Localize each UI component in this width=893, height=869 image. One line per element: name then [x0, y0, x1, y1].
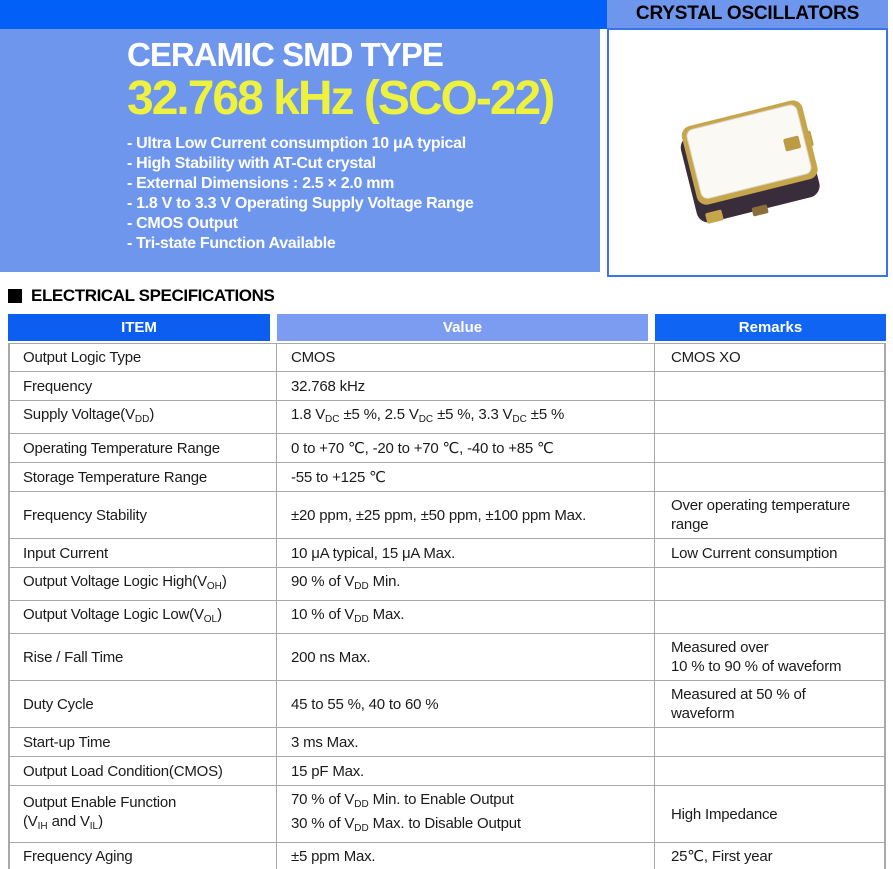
cell-remarks	[655, 463, 886, 492]
column-header-value: Value	[277, 314, 655, 343]
cell-item: Supply $Voltage(V_{DD})$	[8, 401, 277, 434]
section-title: ELECTRICAL SPECIFICATIONS	[31, 286, 275, 305]
table-row	[8, 757, 886, 786]
cell-item: Output Enable Function ($V_{IH}$ and $V_{IL}$)	[8, 786, 277, 843]
cell-value: 90 % of $V_{DD}$ Min.	[277, 568, 655, 601]
cell-value: 10 % of $V_{DD}$ Max.	[277, 601, 655, 634]
cell-value: ±20 ppm, ±25 ppm, ±50 ppm, ±100 ppm Max.	[277, 492, 655, 539]
cell-value: 70 % of $V_{DD}$ Min. to Enable Output 30 % of $V_{DD}$ Max. to Disable Output	[277, 786, 655, 843]
feature-list	[127, 134, 600, 254]
feature-item: - 1.8 V to 3.3 V Operating Supply Voltage Range	[127, 195, 474, 212]
cell-item: Frequency Aging	[8, 843, 277, 869]
cell-value: 0 to +70 ℃, -20 to +70 ℃, -40 to +85 ℃	[277, 434, 655, 463]
table-header-row	[8, 314, 886, 343]
category-title: CRYSTAL OSCILLATORS	[635, 3, 860, 24]
cell-value: 1.8 $V_{DC} \pm 5$ %, 2.5 $V_{DC} \pm 5$ %, 3.3 $V_{DC} \pm 5$ %	[277, 401, 655, 434]
cell-remarks: Over operating temperature range	[655, 492, 886, 539]
cell-remarks: Measured at 50 % of waveform	[655, 681, 886, 728]
table-row	[8, 568, 886, 601]
cell-remarks	[655, 401, 886, 434]
product-image-box	[607, 28, 888, 277]
cell-item: Duty Cycle	[8, 681, 277, 728]
cell-value: -55 to +125 ℃	[277, 463, 655, 492]
section-heading	[8, 286, 274, 306]
column-header-item: ITEM	[8, 314, 277, 343]
cell-remarks	[655, 601, 886, 634]
cell-item: Input Current	[8, 539, 277, 568]
cell-remarks	[655, 568, 886, 601]
cell-item: Storage Temperature Range	[8, 463, 277, 492]
cell-item: Output Load Condition(CMOS)	[8, 757, 277, 786]
cell-value: ±5 ppm Max.	[277, 843, 655, 869]
cell-remarks	[655, 372, 886, 401]
cell-value: 32.768 kHz	[277, 372, 655, 401]
cell-item: Output Voltage Logic $Low(V_{OL})$	[8, 601, 277, 634]
cell-remarks	[655, 434, 886, 463]
feature-item: - Ultra Low Current consumption 10 μA typical	[127, 135, 466, 152]
table-row	[8, 786, 886, 843]
feature-item: - CMOS Output	[127, 215, 238, 232]
product-type-title: CERAMIC SMD TYPE	[127, 36, 443, 73]
cell-value: 15 pF Max.	[277, 757, 655, 786]
product-model-title: 32.768 kHz (SCO-22)	[127, 72, 554, 125]
cell-item: Start-up Time	[8, 728, 277, 757]
product-banner	[0, 29, 600, 272]
cell-remarks: Low Current consumption	[655, 539, 886, 568]
cell-value: 200 ns Max.	[277, 634, 655, 681]
cell-value: 3 ms Max.	[277, 728, 655, 757]
cell-remarks: CMOS XO	[655, 343, 886, 372]
cell-value: 10 μA typical, 15 μA Max.	[277, 539, 655, 568]
table-row	[8, 343, 886, 372]
cell-remarks: 25℃, First year	[655, 843, 886, 869]
table-row	[8, 634, 886, 681]
cell-remarks: High Impedance	[655, 786, 886, 843]
table-row	[8, 539, 886, 568]
cell-remarks: Measured over 10 % to 90 % of waveform	[655, 634, 886, 681]
table-row	[8, 492, 886, 539]
cell-item: Operating Temperature Range	[8, 434, 277, 463]
cell-item: Rise / Fall Time	[8, 634, 277, 681]
category-header	[607, 0, 888, 28]
cell-remarks	[655, 728, 886, 757]
cell-item: Frequency Stability	[8, 492, 277, 539]
table-row	[8, 601, 886, 634]
cell-item: Frequency	[8, 372, 277, 401]
spec-table-body	[8, 343, 886, 869]
column-header-remarks: Remarks	[655, 314, 886, 343]
cell-value: 45 to 55 %, 40 to 60 %	[277, 681, 655, 728]
feature-item: - External Dimensions : 2.5 × 2.0 mm	[127, 175, 395, 192]
table-row	[8, 434, 886, 463]
cell-value: CMOS	[277, 343, 655, 372]
table-row	[8, 728, 886, 757]
square-bullet-icon	[8, 289, 22, 303]
table-row	[8, 463, 886, 492]
feature-item: - High Stability with AT-Cut crystal	[127, 155, 376, 172]
table-row	[8, 401, 886, 434]
electrical-spec-table	[8, 314, 886, 869]
feature-item: - Tri-state Function Available	[127, 235, 336, 252]
cell-item: Output Voltage Logic $High(V_{OH})$	[8, 568, 277, 601]
table-row	[8, 372, 886, 401]
top-accent-bar	[0, 0, 607, 29]
smd-package-photo-icon	[609, 30, 886, 275]
table-row	[8, 843, 886, 869]
cell-remarks	[655, 757, 886, 786]
table-row	[8, 681, 886, 728]
cell-item: Output Logic Type	[8, 343, 277, 372]
